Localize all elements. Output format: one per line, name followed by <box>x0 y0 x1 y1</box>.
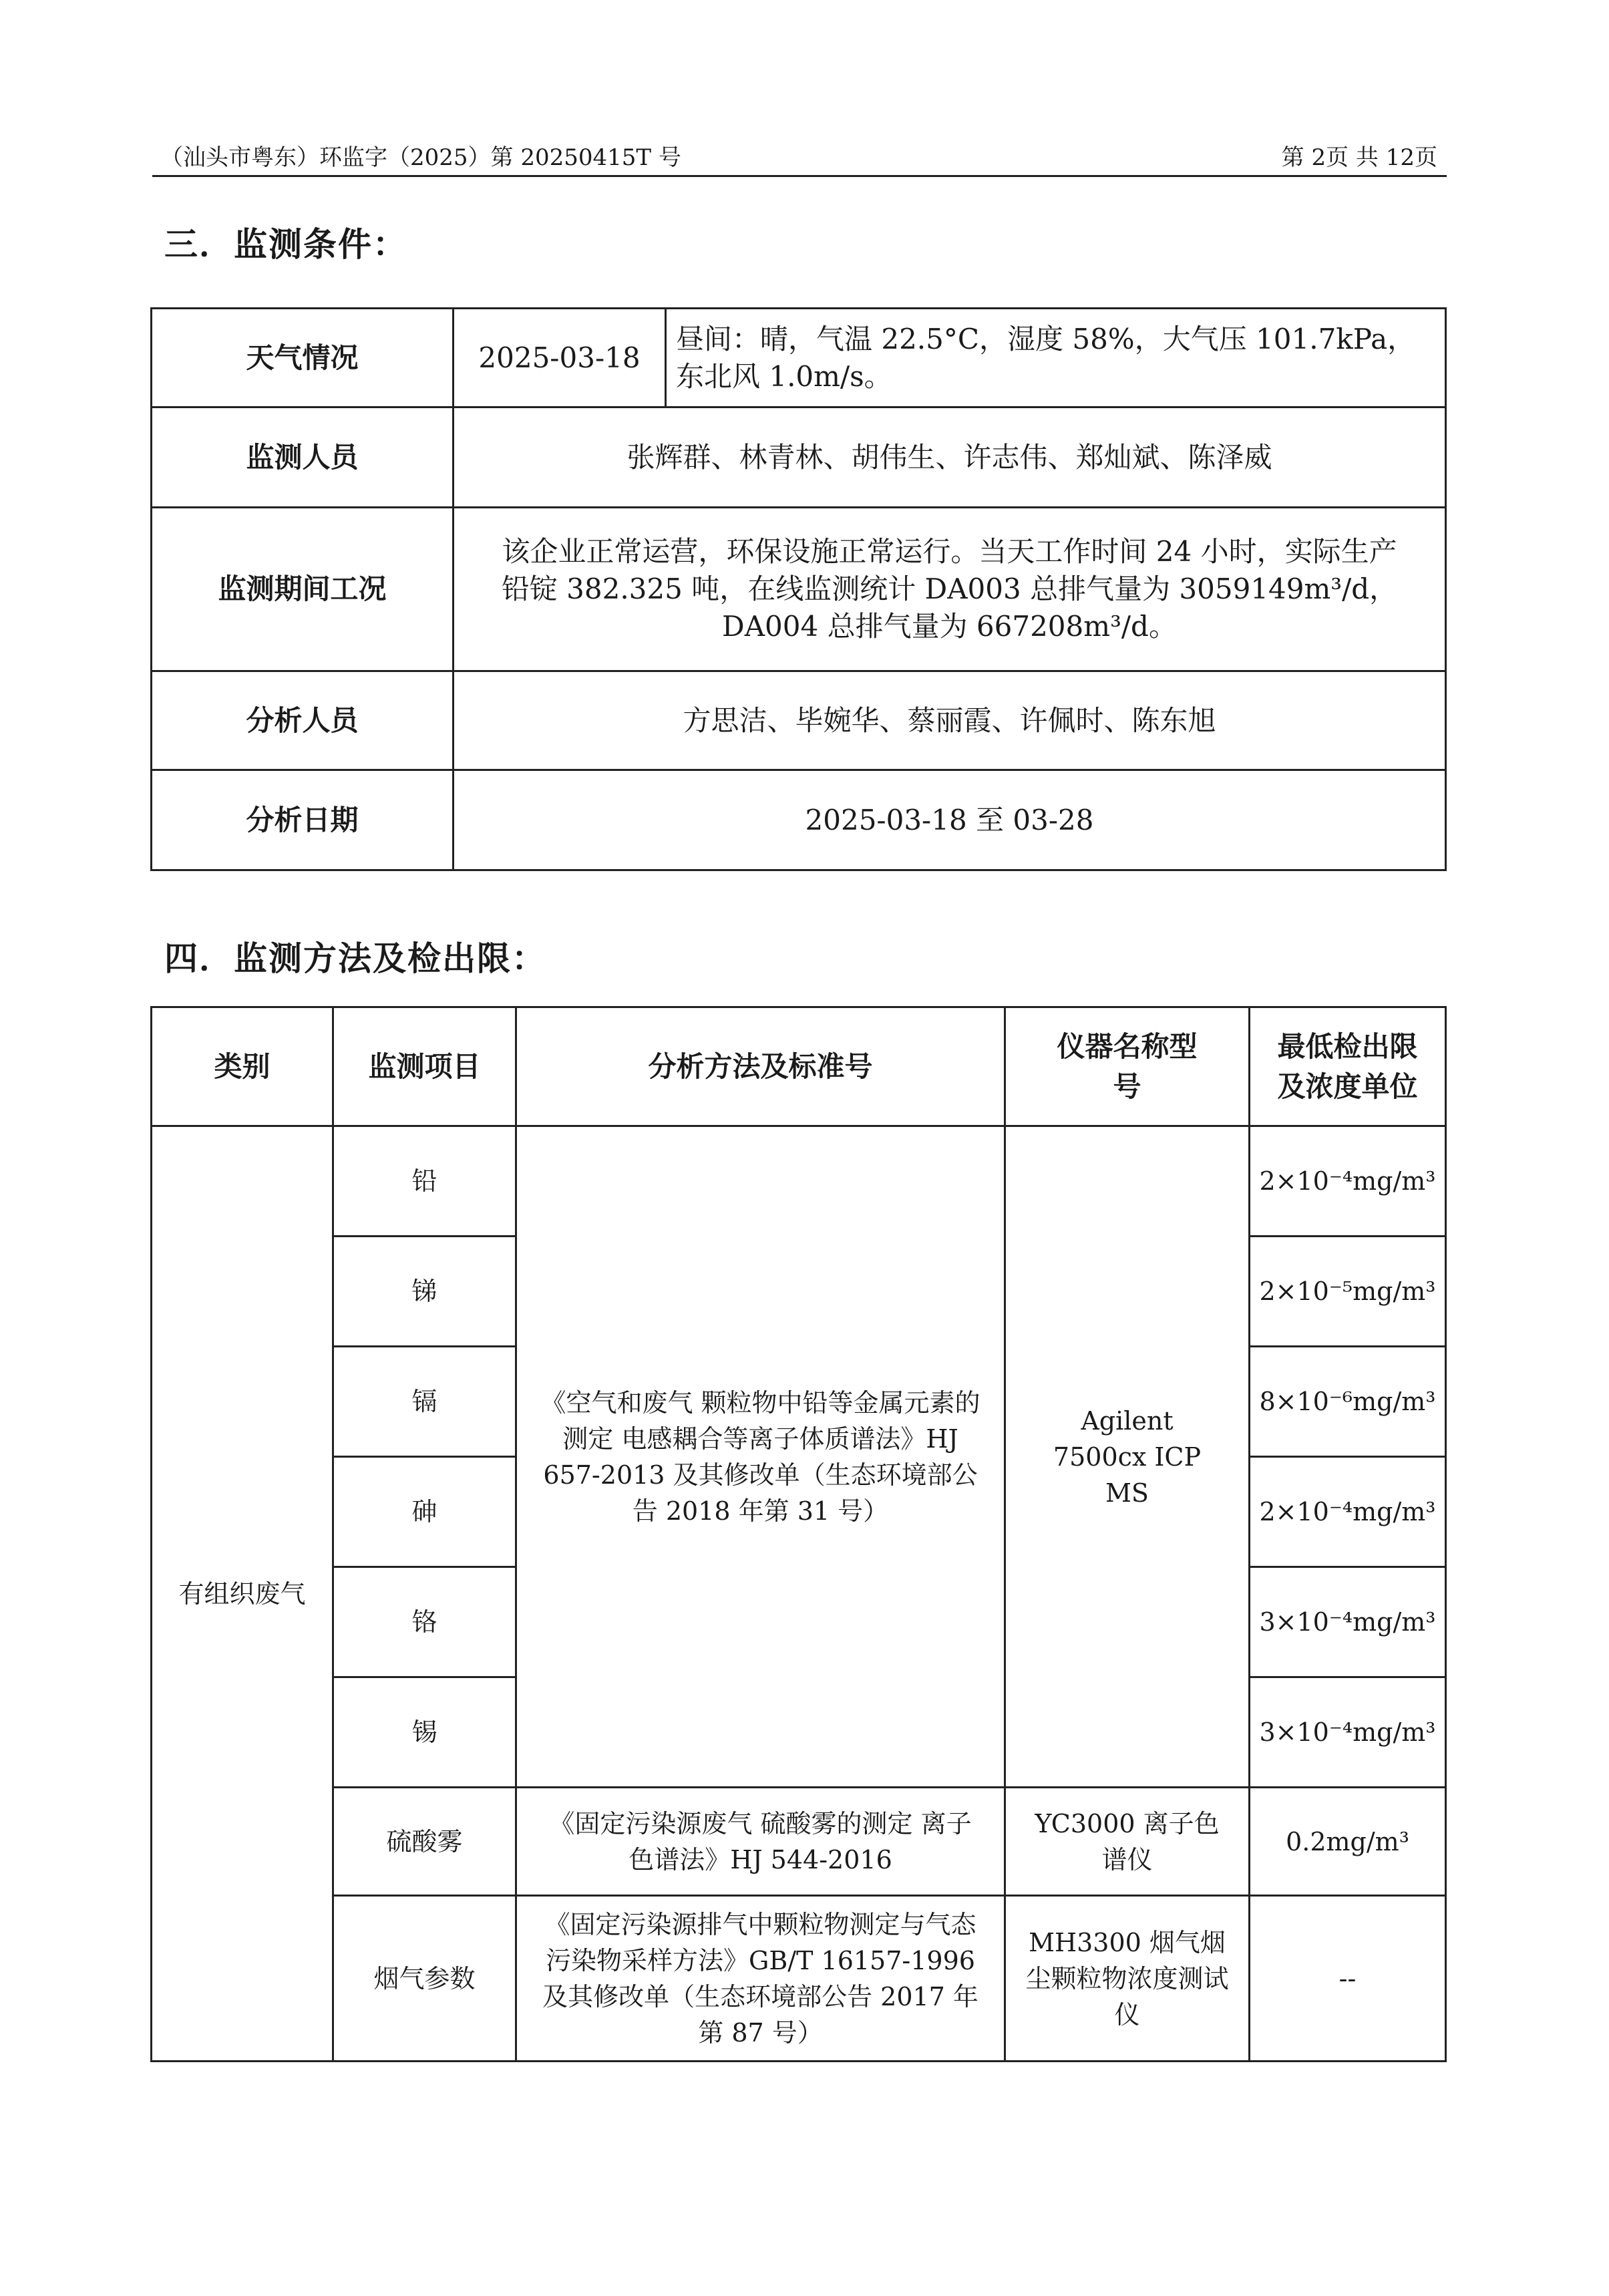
report-number: （汕头市粤东）环监字（2025）第 20250415T 号 <box>160 144 681 171</box>
section-3-title: 三．监测条件： <box>164 225 407 264</box>
table-row <box>152 508 1446 671</box>
table-row <box>152 770 1446 870</box>
header-limit: 最低检出限及浓度单位 <box>1250 1007 1446 1126</box>
header-instrument: 仪器名称型号 <box>1005 1007 1250 1126</box>
sulfuric-name: 硫酸雾 <box>333 1788 516 1896</box>
item-limit: 2×10⁻⁴mg/m³ <box>1250 1126 1446 1237</box>
item-limit: 3×10⁻⁴mg/m³ <box>1250 1567 1446 1677</box>
category-cell: 有组织废气 <box>152 1126 333 2062</box>
weather-label: 天气情况 <box>152 309 454 407</box>
sulfuric-instrument: YC3000 离子色谱仪 <box>1005 1788 1250 1896</box>
table-row <box>152 309 1446 407</box>
staff-value: 张辉群、林青林、胡伟生、许志伟、郑灿斌、陈泽威 <box>454 407 1446 508</box>
item-name: 锡 <box>333 1677 516 1788</box>
table-row <box>152 671 1446 770</box>
flue-name: 烟气参数 <box>333 1896 516 2062</box>
metals-method: 《空气和废气 颗粒物中铅等金属元素的测定 电感耦合等离子体质谱法》HJ 657-2013 及其修改单（生态环境部公告 2018 年第 31 号） <box>516 1126 1005 1788</box>
table-header-row <box>152 1007 1446 1126</box>
flue-instrument: MH3300 烟气烟尘颗粒物浓度测试仪 <box>1005 1896 1250 2062</box>
table-row <box>152 1896 1446 2062</box>
table-row <box>152 407 1446 508</box>
item-limit: 2×10⁻⁵mg/m³ <box>1250 1237 1446 1347</box>
analyst-value: 方思洁、毕婉华、蔡丽霞、许佩时、陈东旭 <box>454 671 1446 770</box>
item-name: 砷 <box>333 1457 516 1567</box>
page-info: 第 2页 共 12页 <box>1281 144 1437 171</box>
monitoring-conditions-table <box>150 307 1447 871</box>
conditions-label: 监测期间工况 <box>152 508 454 671</box>
metals-instrument: Agilent 7500cx ICP MS <box>1005 1126 1250 1788</box>
analysis-date-value: 2025-03-18 至 03-28 <box>454 770 1446 870</box>
staff-label: 监测人员 <box>152 407 454 508</box>
methods-table <box>150 1006 1447 2062</box>
item-name: 镉 <box>333 1347 516 1457</box>
item-name: 铅 <box>333 1126 516 1237</box>
section-4-title: 四．监测方法及检出限： <box>164 939 546 978</box>
flue-method: 《固定污染源排气中颗粒物测定与气态污染物采样方法》GB/T 16157-1996 及其修改单（生态环境部公告 2017 年第 87 号） <box>516 1896 1005 2062</box>
item-limit: 3×10⁻⁴mg/m³ <box>1250 1677 1446 1788</box>
header-method: 分析方法及标准号 <box>516 1007 1005 1126</box>
weather-date: 2025-03-18 <box>454 309 666 407</box>
flue-limit: -- <box>1250 1896 1446 2062</box>
analysis-date-label: 分析日期 <box>152 770 454 870</box>
table-row <box>152 1126 1446 1237</box>
analyst-label: 分析人员 <box>152 671 454 770</box>
header-item: 监测项目 <box>333 1007 516 1126</box>
table-row <box>152 1788 1446 1896</box>
item-name: 锑 <box>333 1237 516 1347</box>
sulfuric-method: 《固定污染源废气 硫酸雾的测定 离子色谱法》HJ 544-2016 <box>516 1788 1005 1896</box>
page-header <box>152 139 1447 177</box>
item-limit: 2×10⁻⁴mg/m³ <box>1250 1457 1446 1567</box>
sulfuric-limit: 0.2mg/m³ <box>1250 1788 1446 1896</box>
item-limit: 8×10⁻⁶mg/m³ <box>1250 1347 1446 1457</box>
weather-text: 昼间：晴，气温 22.5°C，湿度 58%，大气压 101.7kPa，东北风 1.0m/s。 <box>666 309 1446 407</box>
header-category: 类别 <box>152 1007 333 1126</box>
conditions-value: 该企业正常运营，环保设施正常运行。当天工作时间 24 小时，实际生产铅锭 382.325 吨，在线监测统计 DA003 总排气量为 3059149m³/d，DA004 总排气量为 667208m³/d。 <box>454 508 1446 671</box>
item-name: 铬 <box>333 1567 516 1677</box>
